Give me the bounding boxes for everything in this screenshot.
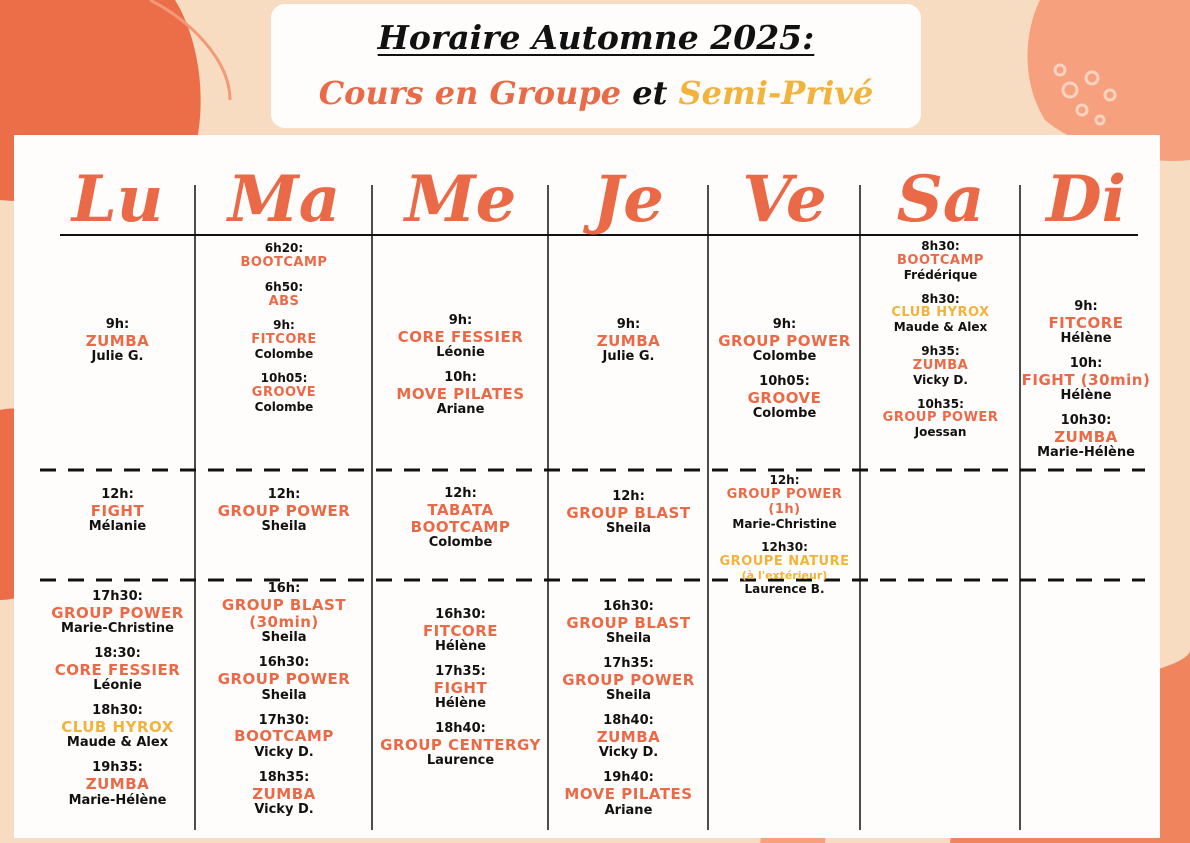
class-instructor: Colombe (254, 347, 314, 362)
class-instructor: Laurence B. (744, 581, 825, 596)
class-entry (196, 319, 372, 362)
class-instructor: Marie-Christine (732, 516, 837, 531)
class-time: 16h: (267, 581, 301, 596)
class-entry (40, 704, 195, 751)
class-name: GROUP BLAST (566, 613, 691, 632)
day-header-sa: Sa (896, 162, 985, 237)
class-entry (1021, 300, 1151, 347)
day-header-lu: Lu (71, 162, 164, 237)
class-time: 9h: (772, 317, 797, 332)
class-entry (196, 242, 372, 271)
class-entry (861, 398, 1020, 441)
cell-lu-noon (40, 488, 195, 545)
class-time: 10h30: (1060, 413, 1112, 429)
day-header-me: Me (404, 162, 517, 237)
class-name: GROUP POWER (562, 671, 695, 690)
cell-je-noon (549, 490, 708, 547)
class-time: 9h35: (921, 344, 960, 359)
class-instructor: Sheila (261, 687, 307, 703)
cell-me-morning (373, 314, 548, 428)
class-entry (373, 665, 548, 712)
subtitle-group: Cours en Groupe (318, 74, 622, 112)
class-time: 9h: (105, 317, 130, 332)
class-name: GROUP POWER (217, 501, 351, 520)
class-time: 10h05: (260, 371, 308, 385)
class-time: 10h05: (759, 374, 810, 390)
class-entry (861, 240, 1020, 283)
class-name: CORE FESSIER (397, 327, 524, 346)
class-instructor: Marie-Hélène (1037, 445, 1135, 461)
cell-ve-noon (709, 474, 860, 607)
class-name: FITCORE (422, 621, 499, 640)
cell-ma-noon (196, 488, 372, 545)
class-time: 18h40: (603, 713, 654, 729)
class-instructor: Vicky D. (598, 745, 659, 761)
class-entry (373, 314, 548, 361)
class-instructor: Colombe (752, 349, 817, 365)
class-instructor: Hélène (434, 639, 487, 655)
class-time: 9h: (616, 317, 641, 332)
class-name: MOVE PILATES (396, 385, 525, 404)
cell-lu-evening (40, 590, 195, 819)
class-time: 18:30: (94, 646, 141, 662)
class-name: GROUP CENTERGY (380, 736, 541, 755)
class-entry (549, 714, 708, 761)
class-name: GROUP POWER (882, 410, 999, 426)
class-name: ZUMBA (1054, 428, 1118, 447)
class-time: 19h35: (92, 760, 143, 776)
class-entry (861, 345, 1020, 388)
class-time: 8h30: (921, 239, 960, 253)
class-instructor: Marie-Christine (61, 621, 174, 637)
class-entry (709, 474, 860, 531)
class-time: 6h20: (264, 241, 304, 255)
class-time: 12h: (101, 487, 134, 502)
class-name: GROOVE (251, 384, 317, 400)
page-subtitle (271, 74, 921, 112)
class-time: 12h: (769, 473, 800, 487)
class-name: MOVE PILATES (564, 785, 693, 804)
class-instructor: Joessan (914, 425, 967, 440)
class-name: FITCORE (251, 332, 317, 348)
class-entry (40, 590, 195, 637)
class-instructor: Sheila (605, 631, 652, 647)
class-time: 10h: (1069, 356, 1103, 372)
class-name: FIGHT (30min) (1021, 371, 1151, 390)
cell-me-evening (373, 608, 548, 779)
class-instructor: Julie G. (91, 349, 144, 365)
class-time: 6h50: (264, 279, 304, 294)
cell-ve-morning (709, 318, 860, 432)
class-instructor: Vicky D. (254, 744, 314, 760)
class-time: 16h30: (603, 599, 654, 614)
class-entry (549, 318, 708, 365)
class-time: 17h30: (92, 589, 143, 604)
subtitle-and: et (632, 74, 668, 112)
class-time: 17h35: (603, 656, 654, 672)
class-name: FIGHT (90, 501, 145, 520)
class-instructor: Laurence (426, 753, 495, 769)
class-name-extra: BOOTCAMP (410, 518, 511, 537)
class-time: 10h: (444, 370, 477, 386)
class-instructor: Hélène (434, 696, 487, 712)
class-name: GROOVE (747, 389, 822, 408)
class-entry (196, 714, 372, 761)
class-name: BOOTCAMP (240, 254, 328, 270)
class-instructor: Sheila (605, 688, 652, 704)
class-instructor: Marie-Hélène (68, 792, 167, 808)
class-entry (373, 722, 548, 769)
cell-di-morning (1021, 300, 1151, 471)
class-entry (709, 375, 860, 422)
class-name: ZUMBA (596, 331, 661, 350)
class-instructor: Colombe (254, 399, 314, 414)
class-time: 17h30: (258, 712, 310, 728)
day-header-ma: Ma (227, 162, 341, 237)
class-entry (549, 771, 708, 818)
class-instructor: Sheila (261, 519, 307, 535)
class-instructor: Colombe (752, 406, 817, 422)
class-time: 12h: (444, 486, 477, 501)
class-time: 12h30: (761, 540, 808, 555)
class-name: BOOTCAMP (234, 727, 334, 746)
class-name: CORE FESSIER (54, 661, 181, 680)
class-name: GROUP POWER (51, 603, 184, 622)
cell-je-morning (549, 318, 708, 375)
class-entry (373, 608, 548, 655)
class-entry (1021, 414, 1151, 461)
class-time: 8h30: (921, 291, 960, 306)
class-instructor: Julie G. (602, 349, 655, 365)
class-time: 18h35: (258, 769, 310, 785)
class-instructor: Ariane (604, 802, 653, 818)
class-time: 9h: (448, 313, 473, 328)
class-name: GROUP POWER (217, 670, 351, 689)
class-time: 12h: (267, 487, 301, 502)
class-entry (549, 657, 708, 704)
class-name: CLUB HYROX (61, 718, 174, 737)
class-entry (40, 647, 195, 694)
class-instructor: Colombe (428, 535, 493, 551)
class-instructor: Hélène (1060, 331, 1112, 347)
class-entry (196, 281, 372, 310)
class-time: 17h35: (435, 664, 486, 680)
class-name: FITCORE (1048, 313, 1124, 332)
class-time: 9h: (1074, 299, 1098, 314)
class-name: ZUMBA (85, 331, 150, 350)
class-entry (196, 372, 372, 415)
class-entry (373, 487, 548, 551)
subtitle-semi-private: Semi-Privé (678, 74, 874, 112)
class-time: 16h30: (435, 607, 486, 622)
cell-me-noon (373, 487, 548, 561)
class-instructor: Maude & Alex (893, 320, 988, 335)
class-instructor: Sheila (261, 630, 307, 646)
day-header-je: Je (593, 162, 664, 237)
class-entry (1021, 357, 1151, 404)
class-entry (40, 761, 195, 808)
class-entry (196, 582, 372, 646)
class-name: ZUMBA (252, 784, 316, 803)
class-instructor: Hélène (1060, 388, 1112, 404)
class-name: GROUP POWER (1h) (726, 486, 843, 517)
cell-lu-morning (40, 318, 195, 375)
class-time: 12h: (612, 489, 645, 504)
class-time: 19h40: (603, 770, 654, 786)
class-time: 18h30: (92, 703, 143, 719)
class-instructor: Ariane (436, 402, 485, 418)
class-time: 10h35: (917, 396, 964, 411)
class-name: GROUP BLAST (566, 503, 691, 522)
class-instructor: Frédérique (903, 267, 978, 282)
class-name: GROUP BLAST (221, 595, 347, 614)
class-instructor: Maude & Alex (66, 735, 169, 751)
class-entry (549, 600, 708, 647)
class-instructor: Sheila (605, 521, 652, 537)
class-time: 16h30: (258, 655, 310, 671)
class-entry (861, 293, 1020, 336)
class-time: 9h: (273, 318, 295, 333)
class-instructor: Mélanie (88, 519, 147, 535)
class-name: ABS (268, 293, 300, 309)
cell-je-evening (549, 600, 708, 829)
class-name: FIGHT (433, 679, 488, 698)
class-entry (40, 488, 195, 535)
class-entry (196, 488, 372, 535)
class-name-extra: (30min) (249, 613, 319, 632)
class-name: ZUMBA (596, 728, 661, 747)
cell-ma-evening (196, 582, 372, 828)
class-time: 18h40: (435, 721, 486, 737)
class-entry (373, 371, 548, 418)
class-name: CLUB HYROX (891, 305, 990, 321)
class-note: (à l'extérieur) (741, 569, 828, 583)
class-instructor: Vicky D. (254, 801, 314, 817)
class-name: ZUMBA (85, 775, 150, 794)
class-instructor: Vicky D. (913, 372, 968, 387)
class-entry (196, 771, 372, 818)
title-box (271, 4, 921, 128)
class-name: GROUPE NATURE (719, 554, 850, 570)
day-header-di: Di (1046, 162, 1126, 237)
class-name: GROUP POWER (718, 331, 851, 350)
cell-ma-morning (196, 242, 372, 425)
class-entry (709, 318, 860, 365)
class-name: TABATA (427, 500, 494, 519)
class-entry (549, 490, 708, 537)
class-instructor: Léonie (93, 678, 142, 694)
class-name: BOOTCAMP (897, 252, 984, 268)
class-instructor: Léonie (436, 345, 485, 361)
class-entry (709, 541, 860, 596)
class-name: ZUMBA (912, 357, 969, 373)
class-entry (196, 656, 372, 703)
cell-sa-morning (861, 240, 1020, 450)
page-title: Horaire Automne 2025: (377, 18, 815, 57)
class-entry (40, 318, 195, 365)
day-header-ve: Ve (742, 162, 827, 237)
